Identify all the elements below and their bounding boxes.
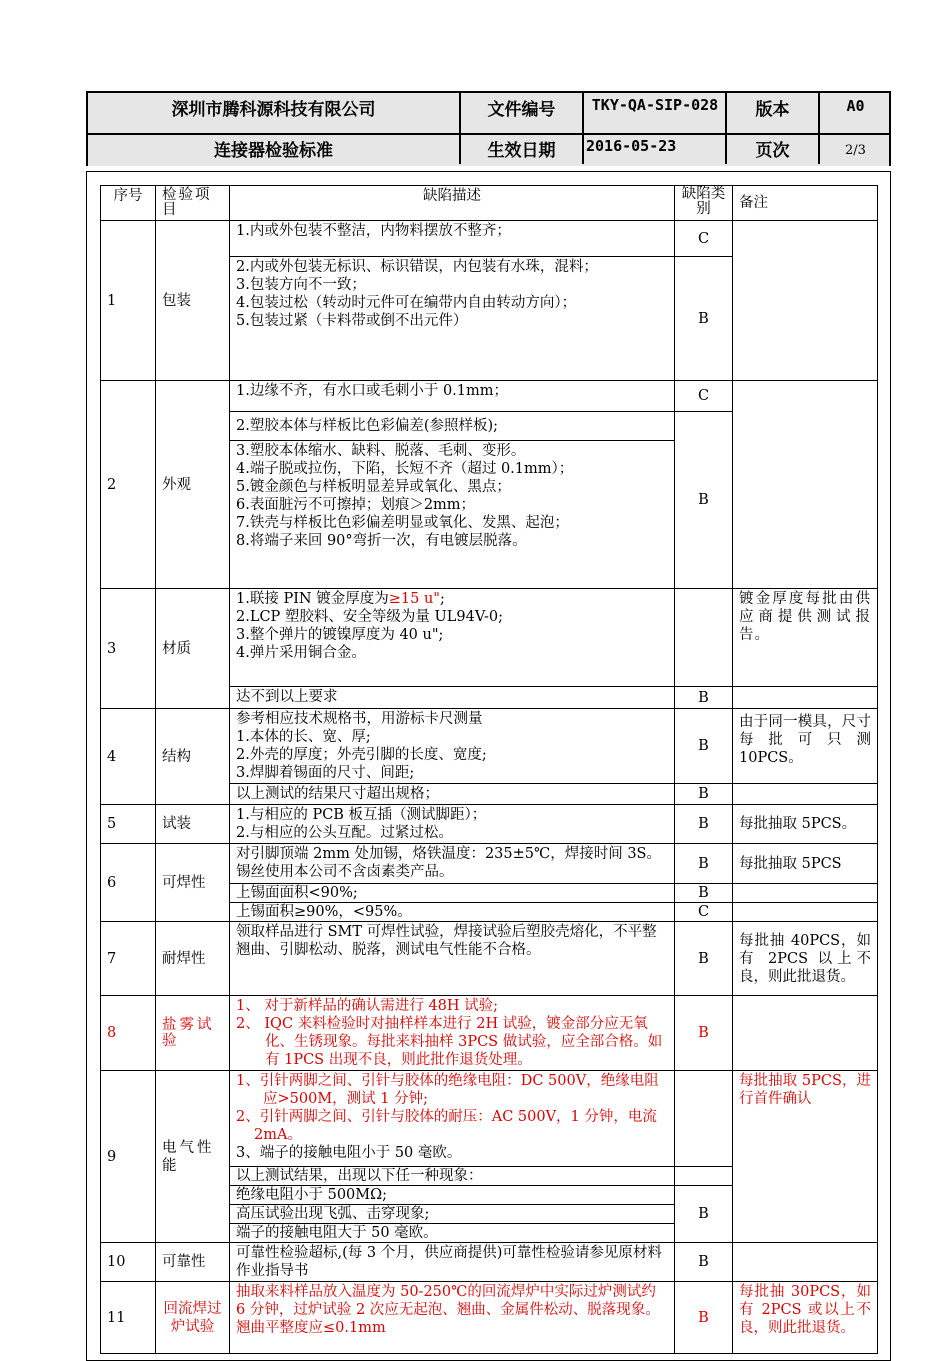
table-row (101, 805, 878, 844)
row-remark (733, 381, 878, 589)
row-item: 回流焊过炉试验 (156, 1282, 230, 1354)
table-row (101, 844, 878, 884)
row-item: 电气性能 (156, 1071, 230, 1243)
table-row (101, 922, 878, 996)
row-item: 盐雾试验 (156, 996, 230, 1071)
table-row (101, 1071, 878, 1167)
row-desc: 1、引针两脚之间、引针与胶体的绝缘电阻：DC 500V，绝缘电阻应>500M，测试 1 分钟; 2、引针两脚之间、引针与胶体的耐压：AC 500V，1 分钟，电流 2mA。 3、端子的接触电阻小于 50 毫欧。 (230, 1071, 675, 1167)
row-remark: 由于同一模具，尺寸每批可只测10PCS。 (733, 709, 878, 784)
table-row (101, 1243, 878, 1282)
row-class (675, 1071, 733, 1167)
row-desc: 高压试验出现飞弧、击穿现象; (230, 1205, 675, 1224)
row-desc: 上锡面积≥90%，<95%。 (230, 903, 675, 922)
row-desc: 对引脚顶端 2mm 处加锡，烙铁温度：235±5℃，焊接时间 3S。锡丝使用本公司不含卤素类产品。 (230, 844, 675, 884)
row-class: B (675, 996, 733, 1071)
row-item: 试装 (156, 805, 230, 844)
row-desc: 以上测试结果，出现以下任一种现象： (230, 1167, 675, 1186)
row-no: 5 (101, 805, 156, 844)
table-row (101, 996, 878, 1071)
table-row (101, 381, 878, 412)
date-label: 生效日期 (487, 141, 556, 161)
row-desc: 绝缘电阻小于 500MΩ; (230, 1186, 675, 1205)
row-class: B (675, 805, 733, 844)
row-no: 10 (101, 1243, 156, 1282)
doc-no-label: 文件编号 (487, 100, 556, 120)
doc-no: TKY-QA-SIP-028 (591, 96, 719, 114)
version-value: A0 (846, 97, 865, 115)
row-class: B (675, 412, 733, 589)
row-no: 9 (101, 1071, 156, 1243)
row-item: 外观 (156, 381, 230, 589)
row-item: 包装 (156, 221, 230, 381)
row-no: 2 (101, 381, 156, 589)
row-no: 6 (101, 844, 156, 922)
row-desc: 领取样品进行 SMT 可焊性试验，焊接试验后塑胶壳熔化，不平整翘曲、引脚松动、脱落，测试电气性能不合格。 (230, 922, 675, 996)
row-desc: 1.边缘不齐，有水口或毛刺小于 0.1mm； (230, 381, 675, 412)
row-item: 耐焊性 (156, 922, 230, 996)
row-no: 11 (101, 1282, 156, 1354)
row-class: B (675, 922, 733, 996)
table-row (101, 1282, 878, 1354)
row-class: B (675, 844, 733, 884)
row-remark (733, 784, 878, 805)
row-no: 7 (101, 922, 156, 996)
row-desc: 2.内或外包装无标识、标识错误，内包装有水珠，混料； 3.包装方向不一致； 4.包装过松（转动时元件可在编带内自由转动方向）； 5.包装过紧（卡料带或倒不出元件） (230, 257, 675, 381)
row-remark: 镀金厚度每批由供应商提供测试报告。 (733, 589, 878, 687)
effective-date: 2016-05-23 (586, 137, 677, 155)
row-class: C (675, 221, 733, 257)
row-desc: 抽取来料样品放入温度为 50-250℃的回流焊炉中实际过炉测试约 6 分钟，过炉试验 2 次应无起泡、翘曲、金属件松动、脱落现象。翘曲平整度应≤0.1mm (230, 1282, 675, 1354)
header-remark: 备注 (733, 186, 878, 221)
row-remark: 每批抽 30PCS，如有 2PCS 或以上不良，则此批退货。 (733, 1282, 878, 1354)
header-no: 序号 (101, 186, 156, 221)
row-desc: 3.塑胶本体缩水、缺料、脱落、毛刺、变形。 4.端子脱或拉伤，下陷，长短不齐（超过 0.1mm）； 5.镀金颜色与样板明显差异或氧化、黑点； 6.表面脏污不可擦掉；划痕＞2mm； 7.铁壳与样板比色彩偏差明显或氧化、发黑、起泡； 8.将端子来回 90°弯折一次，有电镀层脱落。 (230, 441, 675, 589)
table-row (101, 221, 878, 257)
row-item: 材质 (156, 589, 230, 709)
row-class (675, 1167, 733, 1186)
row-remark (733, 996, 878, 1071)
row-desc: 可靠性检验超标,(每 3 个月，供应商提供)可靠性检验请参见原材料作业指导书 (230, 1243, 675, 1282)
row-no: 8 (101, 996, 156, 1071)
row-remark: 每批抽取 5PCS，进行首件确认 (733, 1071, 878, 1243)
row-item: 可靠性 (156, 1243, 230, 1282)
document-header (86, 91, 891, 166)
table-row (101, 589, 878, 687)
row-desc: 达不到以上要求 (230, 687, 675, 709)
header-class: 缺陷类别 (675, 186, 733, 221)
row-class: B (675, 709, 733, 784)
row-remark (733, 221, 878, 381)
row-item: 结构 (156, 709, 230, 805)
header-desc: 缺陷描述 (230, 186, 675, 221)
row-no: 1 (101, 221, 156, 381)
row-remark: 每批抽取 5PCS (733, 844, 878, 884)
row-desc: 以上测试的结果尺寸超出规格； (230, 784, 675, 805)
row-no: 3 (101, 589, 156, 709)
row-class: B (675, 1186, 733, 1243)
row-class: C (675, 381, 733, 412)
table-header-row (101, 186, 878, 221)
row-desc: 端子的接触电阻大于 50 毫欧。 (230, 1224, 675, 1243)
row-desc: 上锡面面积<90%; (230, 884, 675, 903)
table-row (101, 709, 878, 784)
row-desc: 1、 对于新样品的确认需进行 48H 试验; 2、 IQC 来料检验时对抽样样本进行 2H 试验，镀金部分应无氧化、生锈现象。每批来料抽样 3PCS 做试验，应全部合格。如有 1PCS 出现不良，则此批作退货处理。 (230, 996, 675, 1071)
document-title: 连接器检验标准 (214, 141, 333, 161)
row-class: B (675, 1243, 733, 1282)
row-remark: 每批抽 40PCS，如有 2PCS 以上不良，则此批退货。 (733, 922, 878, 996)
row-desc: 1.与相应的 PCB 板互插（测试脚距）； 2.与相应的公头互配。过紧过松。 (230, 805, 675, 844)
page-number: 2/3 (845, 143, 866, 158)
inspection-table (100, 185, 878, 1354)
row-class (675, 589, 733, 687)
row-class: B (675, 784, 733, 805)
row-class: C (675, 903, 733, 922)
header-item: 检验项目 (156, 186, 230, 221)
version-label: 版本 (755, 100, 790, 120)
company-name: 深圳市腾科源科技有限公司 (171, 100, 376, 120)
row-item: 可焊性 (156, 844, 230, 922)
row-desc: 2.塑胶本体与样板比色彩偏差(参照样板); (230, 412, 675, 441)
row-remark (733, 884, 878, 903)
row-desc: 参考相应技术规格书，用游标卡尺测量 1.本体的长、宽、厚; 2.外壳的厚度；外壳引脚的长度、宽度; 3.焊脚着锡面的尺寸、间距; (230, 709, 675, 784)
row-remark (733, 903, 878, 922)
row-class: B (675, 257, 733, 381)
page-label: 页次 (755, 141, 790, 161)
row-class: B (675, 1282, 733, 1354)
row-remark: 每批抽取 5PCS。 (733, 805, 878, 844)
row-remark (733, 1243, 878, 1282)
row-desc: 1.联接 PIN 镀金厚度为≥15 u"; 2.LCP 塑胶料、安全等级为量 UL94V-0; 3.整个弹片的镀镍厚度为 40 u"; 4.弹片采用铜合金。 (230, 589, 675, 687)
row-class: B (675, 884, 733, 903)
row-remark (733, 687, 878, 709)
row-no: 4 (101, 709, 156, 805)
row-class: B (675, 687, 733, 709)
row-desc: 1.内或外包装不整洁，内物料摆放不整齐； (230, 221, 675, 257)
